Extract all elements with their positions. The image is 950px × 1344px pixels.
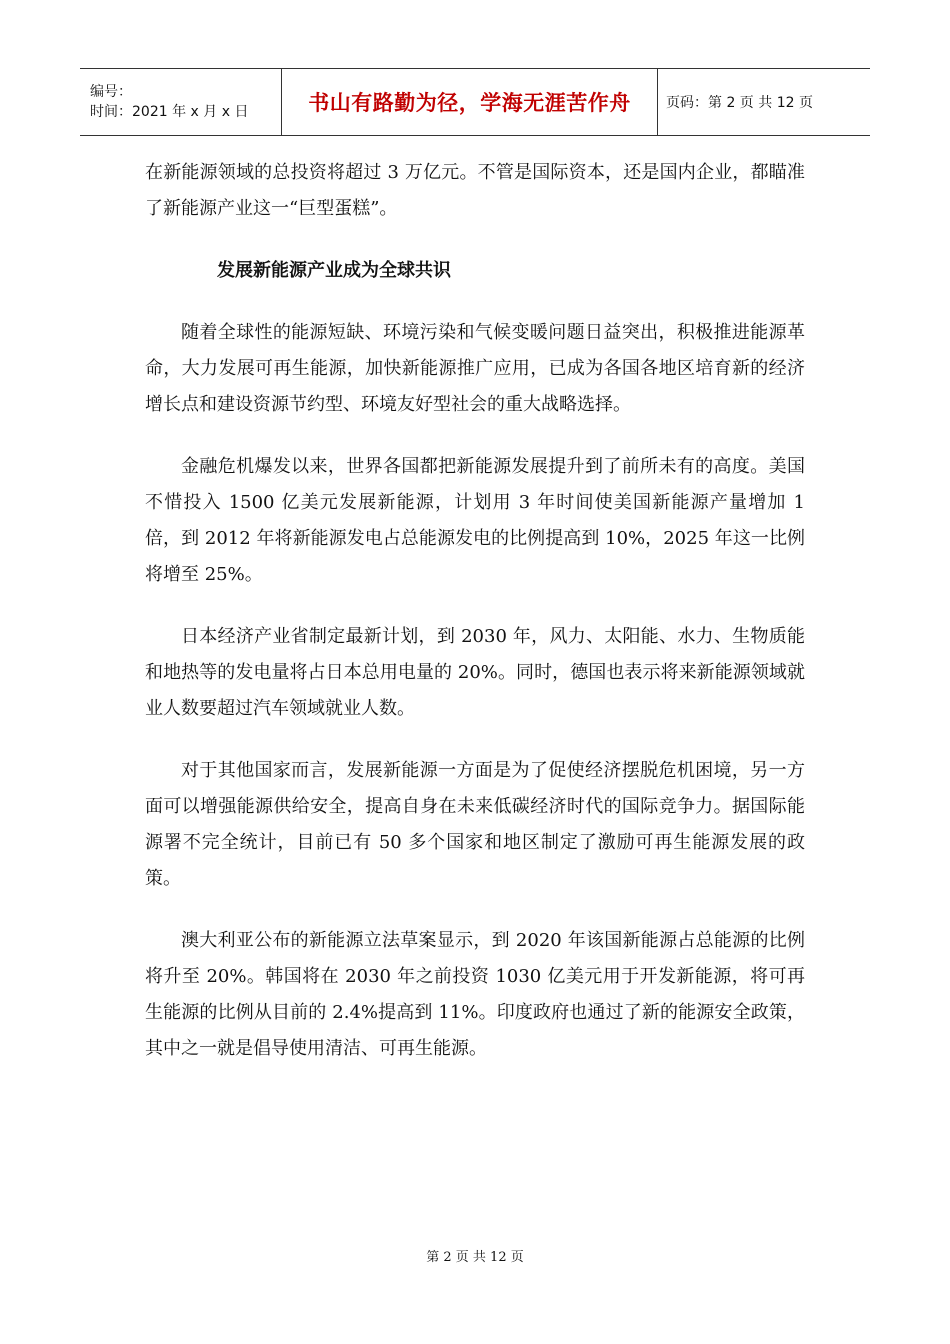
- paragraph: 对于其他国家而言，发展新能源一方面是为了促使经济摆脱危机困境，另一方面可以增强能源供给安全，提高自身在未来低碳经济时代的国际竞争力。据国际能源署不完全统计，目前已有 50 多个国家和地区制定了激励可再生能源发展的政策。: [145, 760, 805, 889]
- paragraph: 随着全球性的能源短缺、环境污染和气候变暖问题日益突出，积极推进能源革命，大力发展可再生能源，加快新能源推广应用，已成为各国各地区培育新的经济增长点和建设资源节约型、环境友好型社会的重大战略选择。: [145, 322, 805, 415]
- header-page-info: [658, 69, 870, 135]
- document-number-label: 编号：: [90, 84, 132, 100]
- header-meta: [80, 69, 282, 135]
- paragraph-continued: 在新能源领域的总投资将超过 3 万亿元。不管是国际资本，还是国内企业，都瞄准了新能源产业这一“巨型蛋糕”。: [145, 162, 805, 219]
- section-heading: 发展新能源产业成为全球共识: [217, 260, 451, 281]
- document-date-label: 时间：2021 年 x 月 x 日: [90, 104, 249, 120]
- page-footer: [0, 1246, 950, 1265]
- paragraph: 澳大利亚公布的新能源立法草案显示，到 2020 年该国新能源占总能源的比例将升至 20%。韩国将在 2030 年之前投资 1030 亿美元用于开发新能源，将可再生能源的比例从目前的 2.4%提高到 11%。印度政府也通过了新的能源安全政策，其中之一就是倡导使用清洁、可再生能源。: [145, 930, 805, 1059]
- page-header: [80, 68, 870, 136]
- paragraph: 金融危机爆发以来，世界各国都把新能源发展提升到了前所未有的高度。美国不惜投入 1500 亿美元发展新能源，计划用 3 年时间使美国新能源产量增加 1 倍，到 2012 年将新能源发电占总能源发电的比例提高到 10%，2025 年这一比例将增至 25%。: [145, 456, 805, 585]
- paragraph: 日本经济产业省制定最新计划，到 2030 年，风力、太阳能、水力、生物质能和地热等的发电量将占日本总用电量的 20%。同时，德国也表示将来新能源领域就业人数要超过汽车领域就业人数。: [145, 626, 805, 719]
- motto-text: 书山有路勤为径，学海无涯苦作舟: [308, 91, 631, 115]
- document-body: [145, 155, 805, 1093]
- footer-page-number: 第 2 页 共 12 页: [426, 1250, 524, 1265]
- header-motto: [282, 69, 658, 135]
- page-number-label: 页码：第 2 页 共 12 页: [666, 95, 813, 111]
